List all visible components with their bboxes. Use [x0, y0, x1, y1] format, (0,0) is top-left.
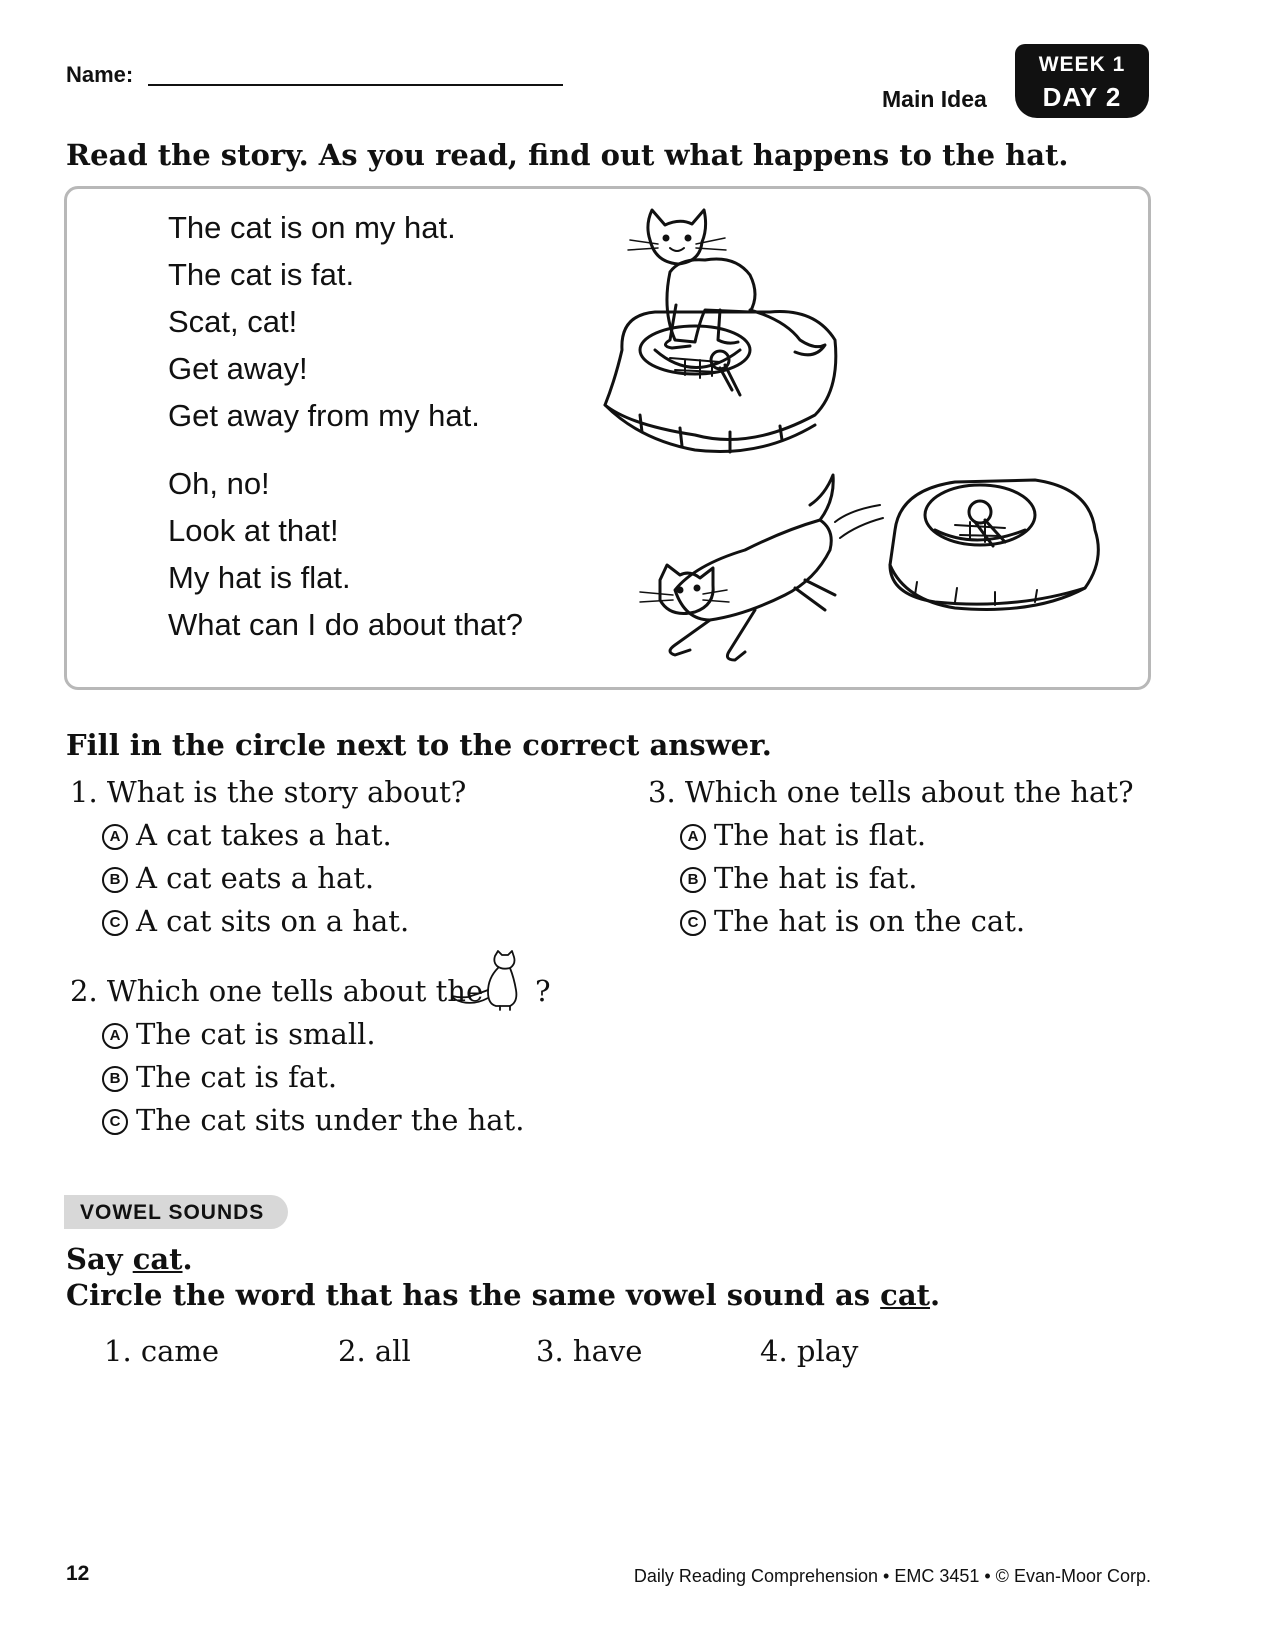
word-choice[interactable]: 1. came: [104, 1334, 220, 1368]
name-label: Name:: [66, 62, 134, 87]
say-word: cat: [132, 1242, 183, 1276]
circle-word: cat: [880, 1278, 931, 1312]
answer-option[interactable]: [102, 1103, 524, 1139]
answer-bubble[interactable]: C: [680, 910, 706, 936]
answer-option[interactable]: [102, 1060, 337, 1096]
circle-prefix: Circle the word that has the same vowel sound as: [66, 1278, 881, 1312]
answer-bubble[interactable]: A: [680, 824, 706, 850]
name-line[interactable]: [148, 84, 563, 86]
question-number: 2.: [70, 974, 98, 1008]
story-line: Get away from my hat.: [168, 398, 480, 433]
answer-bubble[interactable]: B: [680, 867, 706, 893]
say-prefix: Say: [66, 1242, 133, 1276]
story-line: The cat is on my hat.: [168, 210, 456, 245]
option-text: The hat is on the cat.: [714, 904, 1026, 938]
question-2-end: ?: [535, 974, 551, 1008]
question-1: [70, 775, 466, 809]
answer-option[interactable]: [680, 861, 918, 897]
question-2: [70, 974, 483, 1008]
option-text: The hat is flat.: [714, 818, 927, 852]
option-text: The cat is small.: [136, 1017, 376, 1051]
answer-option[interactable]: [680, 818, 926, 854]
question-text: Which one tells about the hat?: [684, 775, 1134, 809]
answer-option[interactable]: [102, 818, 392, 854]
question-text: Which one tells about the: [106, 974, 484, 1008]
page-number: 12: [66, 1562, 90, 1585]
answer-bubble[interactable]: A: [102, 1023, 128, 1049]
week-label: WEEK 1: [1038, 53, 1126, 76]
answer-bubble[interactable]: C: [102, 1109, 128, 1135]
story-line: What can I do about that?: [168, 607, 524, 642]
footer-credit: Daily Reading Comprehension • EMC 3451 • © Evan-Moor Corp.: [633, 1566, 1151, 1586]
vowel-sounds-tab: [64, 1195, 288, 1229]
question-number: 3.: [648, 775, 676, 809]
read-instruction: Read the story. As you read, find out what happens to the hat.: [66, 138, 1069, 172]
answer-option[interactable]: [102, 1017, 376, 1053]
option-text: A cat sits on a hat.: [136, 904, 410, 938]
story-line: My hat is flat.: [168, 560, 351, 595]
answer-option[interactable]: [680, 904, 1025, 940]
circle-suffix: .: [930, 1278, 941, 1312]
day-label: DAY 2: [1042, 82, 1122, 112]
fill-instruction: Fill in the circle next to the correct answer.: [66, 728, 772, 762]
answer-bubble[interactable]: A: [102, 824, 128, 850]
story-line: Oh, no!: [168, 466, 270, 501]
section-title: Main Idea: [882, 86, 987, 112]
week-day-badge: [1015, 44, 1149, 118]
word-choice[interactable]: 3. have: [536, 1334, 643, 1368]
answer-option[interactable]: [102, 861, 374, 897]
answer-option[interactable]: [102, 904, 409, 940]
question-number: 1.: [70, 775, 98, 809]
story-line: The cat is fat.: [168, 257, 355, 292]
story-line: Scat, cat!: [168, 304, 298, 339]
option-text: The cat sits under the hat.: [136, 1103, 525, 1137]
option-text: A cat takes a hat.: [136, 818, 392, 852]
answer-bubble[interactable]: B: [102, 867, 128, 893]
cat-on-hat-illustration: [600, 200, 860, 470]
cat-icon: [450, 950, 530, 1012]
answer-bubble[interactable]: B: [102, 1066, 128, 1092]
vowel-sounds-label: VOWEL SOUNDS: [80, 1201, 265, 1224]
word-choice[interactable]: 4. play: [760, 1334, 859, 1368]
story-line: Look at that!: [168, 513, 339, 548]
cat-running-illustration: [635, 470, 1135, 685]
question-3: [648, 775, 1134, 809]
story-line: Get away!: [168, 351, 308, 386]
question-text: What is the story about?: [106, 775, 467, 809]
option-text: The cat is fat.: [136, 1060, 338, 1094]
word-choice[interactable]: 2. all: [338, 1334, 411, 1368]
circle-instruction: [66, 1278, 940, 1312]
say-suffix: .: [182, 1242, 193, 1276]
say-instruction: [66, 1242, 193, 1276]
option-text: The hat is fat.: [714, 861, 918, 895]
answer-bubble[interactable]: C: [102, 910, 128, 936]
option-text: A cat eats a hat.: [136, 861, 375, 895]
